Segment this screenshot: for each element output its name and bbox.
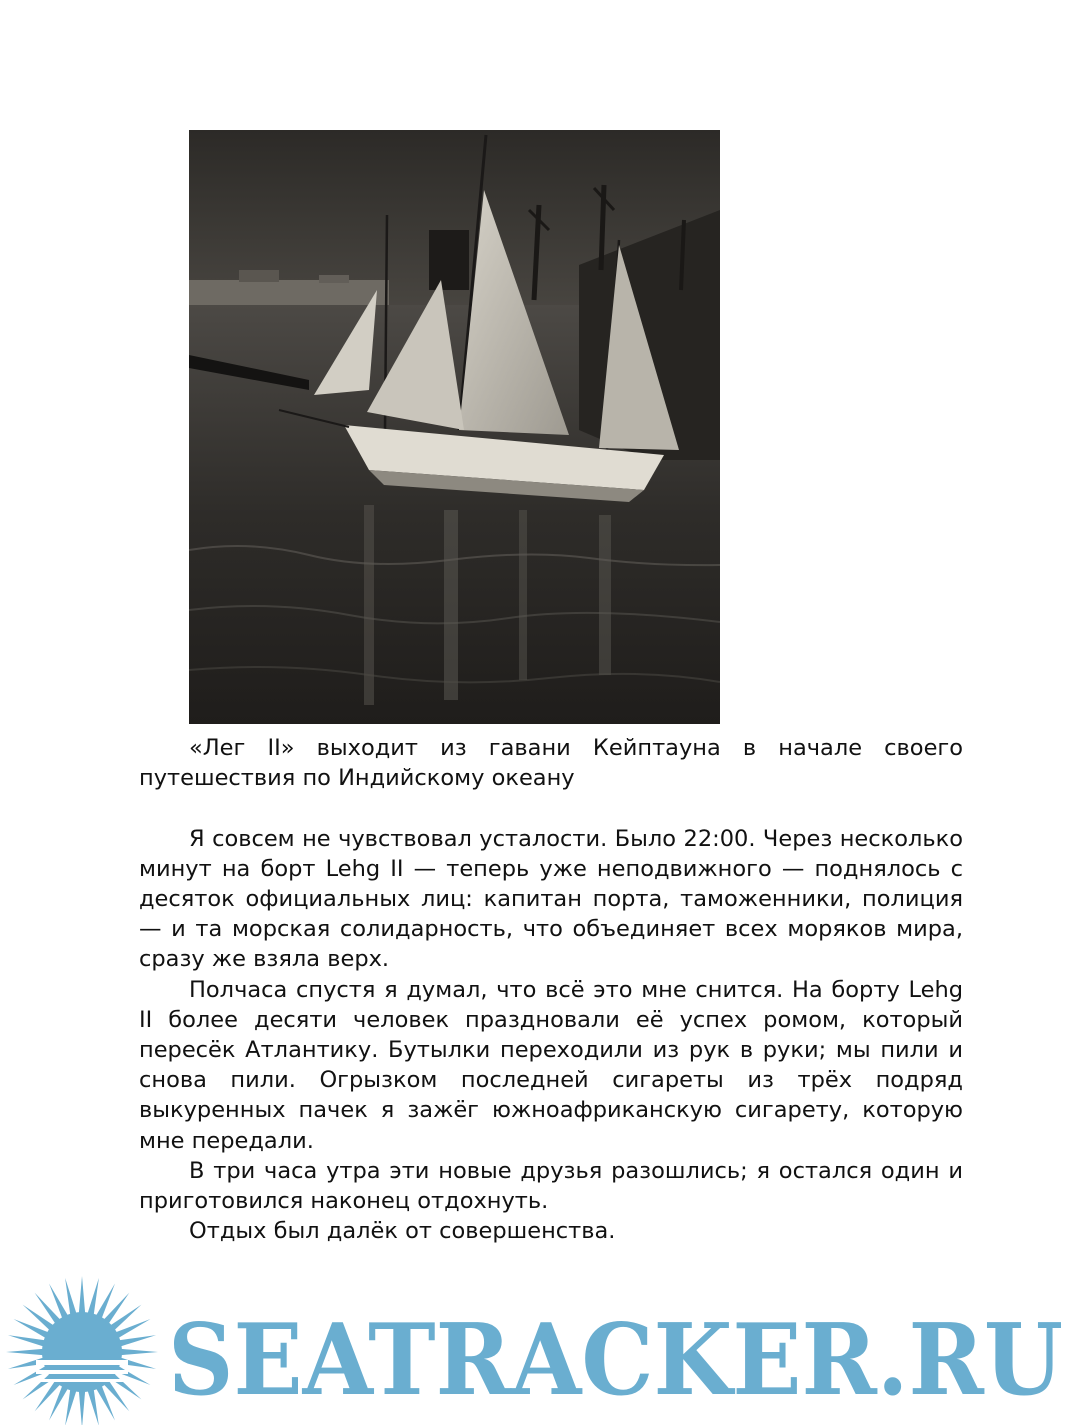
sun-stripe — [36, 1360, 128, 1365]
paragraph: Отдых был далёк от совершенства. — [189, 1218, 616, 1245]
sun-ray — [87, 1278, 99, 1316]
sun-ray — [8, 1335, 46, 1347]
sun-ray — [120, 1349, 158, 1355]
article-text — [139, 733, 963, 1246]
sun-stripe — [36, 1379, 128, 1382]
sun-ray — [65, 1278, 77, 1316]
sun-ray — [65, 1388, 77, 1425]
sun-ray — [118, 1335, 156, 1347]
yacht-photo-image — [189, 130, 720, 724]
sun-ray — [79, 1276, 85, 1314]
yacht-photo — [189, 130, 720, 724]
paragraph: Полчаса спустя я думал, что всё это мне снится. На борту Lehg II более десяти человек праздновали её успех ромом, который пересёк Атлантику. Бутылки переходили из рук в руки; мы пили и снова пили. Огрызком последней сигареты из трёх подряд выкуренных пачек я зажёг южноафриканскую сигарету, которую мне передали. — [139, 976, 963, 1154]
photo-caption: «Лег II» выходит из гавани Кейптауна в начале своего путешествия по Индийскому океану — [139, 735, 963, 792]
paragraph: Я совсем не чувствовал усталости. Было 22:00. Через несколько минут на борт Lehg II — теперь уже неподвижного — поднялось с десяток официальных лиц: капитан порта, таможенники, полиция — и та морская солидарность, что объединяет всех моряков мира, сразу же взяла верх. — [139, 825, 963, 973]
seatracker-watermark — [0, 1262, 1080, 1425]
paragraph: В три часа утра эти новые друзья разошлись; я остался один и приготовился наконец отдохнуть. — [139, 1157, 963, 1215]
sun-icon — [6, 1276, 158, 1425]
watermark-text: SEATRACKER.RU — [168, 1303, 1063, 1418]
sun-ray — [79, 1390, 85, 1425]
sun-ray — [6, 1349, 44, 1355]
sun-stripe — [36, 1370, 128, 1374]
sun-ray — [87, 1388, 99, 1425]
